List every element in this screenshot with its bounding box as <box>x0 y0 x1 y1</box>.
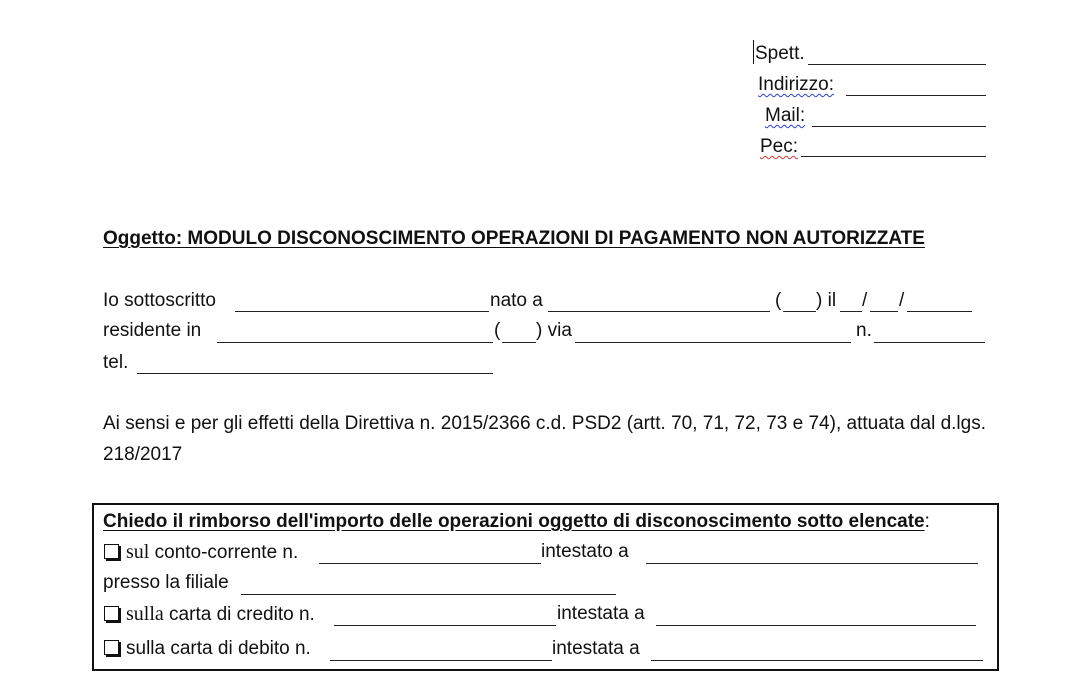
birthplace-field-line[interactable] <box>548 311 770 312</box>
prov-open: ( <box>775 290 782 311</box>
debito-label: sulla carta di debito n. <box>126 638 311 659</box>
nato-label: nato a <box>490 290 543 311</box>
pec-label: Pec: <box>760 136 799 157</box>
residence-field-line[interactable] <box>217 342 493 343</box>
birth-year-field-line[interactable] <box>907 311 972 312</box>
sottoscritto-label: Io sottoscritto <box>103 290 216 311</box>
conto-holder-field-line[interactable] <box>646 563 978 564</box>
res-prov-open: ( <box>494 320 501 341</box>
birth-province-field-line[interactable] <box>783 311 816 312</box>
mail-field-line[interactable] <box>812 126 986 127</box>
request-title-colon: : <box>924 511 930 532</box>
subject-heading: Oggetto: MODULO DISCONOSCIMENTO OPERAZIONI DI PAGAMENTO NON AUTORIZZATE <box>103 228 925 249</box>
date-sep-1: / <box>862 290 868 311</box>
pec-field-line[interactable] <box>801 156 986 157</box>
indirizzo-label: Indirizzo: <box>758 74 835 95</box>
filiale-label: presso la filiale <box>103 572 229 593</box>
filiale-field-line[interactable] <box>241 594 616 595</box>
credito-holder-field-line[interactable] <box>656 625 976 626</box>
numero-label: n. <box>856 320 872 341</box>
credito-row <box>104 603 315 626</box>
name-field-line[interactable] <box>235 311 489 312</box>
conto-prefix: sul <box>126 541 150 563</box>
conto-checkbox[interactable] <box>104 544 119 559</box>
res-prov-close-via: ) via <box>536 320 572 341</box>
conto-row <box>104 541 298 564</box>
spett-label: Spett. <box>755 43 805 64</box>
request-title <box>103 511 930 533</box>
spett-field-line[interactable] <box>808 64 986 65</box>
prov-close-il: ) il <box>816 290 837 311</box>
date-sep-2: / <box>899 290 905 311</box>
street-field-line[interactable] <box>575 342 851 343</box>
indirizzo-field-line[interactable] <box>846 95 986 96</box>
intestata-debito-label: intestata a <box>552 638 640 659</box>
birth-day-field-line[interactable] <box>840 311 862 312</box>
intestata-credito-label: intestata a <box>557 603 645 624</box>
credito-number-field-line[interactable] <box>334 625 556 626</box>
credito-label: carta di credito n. <box>163 604 315 625</box>
conto-label: conto-corrente n. <box>149 542 299 563</box>
debito-holder-field-line[interactable] <box>651 660 983 661</box>
mail-label: Mail: <box>765 105 806 126</box>
birth-month-field-line[interactable] <box>870 311 898 312</box>
request-title-text: Chiedo il rimborso dell'importo delle operazioni oggetto di disconoscimento sotto elencate <box>103 511 925 532</box>
debito-checkbox[interactable] <box>104 640 119 655</box>
residente-label: residente in <box>103 320 202 341</box>
res-province-field-line[interactable] <box>502 342 536 343</box>
phone-field-line[interactable] <box>137 373 493 374</box>
intestato-label: intestato a <box>541 541 629 562</box>
legal-paragraph: Ai sensi e per gli effetti della Direttiva n. 2015/2366 c.d. PSD2 (artt. 70, 71, 72, 73 e 74), attuata dal d.lgs. 218/2017 <box>103 413 986 465</box>
street-number-field-line[interactable] <box>874 342 985 343</box>
credito-checkbox[interactable] <box>104 606 119 621</box>
text-cursor <box>753 40 754 64</box>
debito-number-field-line[interactable] <box>330 660 552 661</box>
conto-number-field-line[interactable] <box>319 563 541 564</box>
tel-label: tel. <box>103 352 129 373</box>
credito-prefix: sulla <box>126 603 164 625</box>
debito-row <box>104 638 311 660</box>
